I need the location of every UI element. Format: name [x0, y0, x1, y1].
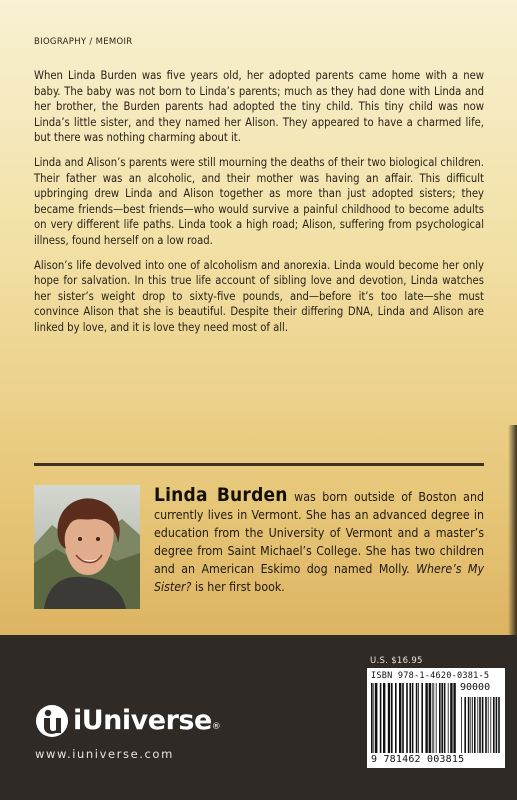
barcode-bar	[439, 683, 441, 753]
barcode-addon-bar	[493, 697, 495, 753]
barcode-addon-bar	[477, 697, 478, 753]
barcode-addon-bar	[472, 697, 473, 753]
author-photo	[34, 485, 140, 609]
barcode-addon-bar	[464, 697, 466, 753]
barcode-bar	[450, 683, 452, 753]
barcode-bar	[432, 683, 433, 753]
publisher-website: www.iuniverse.com	[35, 747, 174, 761]
author-bio-text-2: is her first book.	[191, 580, 285, 594]
barcode-bar	[429, 683, 431, 753]
isbn-addon-code: 90000	[460, 682, 491, 693]
publisher-name	[73, 704, 220, 738]
barcode-addon-bar	[490, 697, 491, 753]
barcode-bar	[444, 683, 446, 753]
iuniverse-mark-icon	[35, 704, 69, 738]
blurb-paragraph-1: When Linda Burden was five years old, her adopted parents came home with a new baby. The baby was not born to Linda’s parents; much as they had done with Linda and her brother, the Burden parents had adopted the tiny child. This tiny child was now Linda’s little sister, and they named her Alison. They appeared to have a charmed life, but there was nothing charming about it.	[34, 69, 484, 145]
barcode-bar	[421, 683, 423, 753]
spine-edge-shadow	[508, 425, 517, 635]
section-divider	[34, 463, 484, 466]
barcode-addon-bar	[488, 697, 489, 753]
barcode-bar	[380, 683, 382, 753]
barcode-bar	[433, 683, 434, 753]
author-portrait-illustration	[34, 485, 140, 609]
barcode-bar	[453, 683, 455, 753]
barcode-bar	[391, 683, 393, 753]
author-name: Linda Burden	[154, 484, 288, 506]
barcode-addon-bar	[496, 697, 498, 753]
registered-mark: ®	[211, 722, 221, 732]
barcode-bar	[406, 683, 408, 753]
barcode-addon-bar	[468, 697, 470, 753]
barcode-bar	[402, 683, 404, 753]
publisher-name-text: iUniverse	[73, 705, 212, 736]
barcode-addon-bar	[470, 697, 471, 753]
barcode-bar	[395, 683, 397, 753]
barcode-bar	[425, 683, 427, 753]
author-bio	[154, 486, 484, 596]
barcode-bar	[383, 683, 385, 753]
isbn-number: ISBN 978-1-4620-0381-5	[371, 671, 490, 681]
blurb-paragraph-3: Alison’s life devolved into one of alcoholism and anorexia. Linda would become her only hope for salvation. In this true life account of sibling love and devotion, Linda watches her sister’s weight drop to sixty-five pounds, and—before it’s too late—she must convince Alison that she is beautiful. Despite their differing DNA, Linda and Alison are linked by love, and it is love they need most of all.	[34, 258, 484, 334]
barcode-digits: 9 781462 003815	[371, 754, 465, 765]
isbn-barcode	[367, 668, 505, 768]
blurb	[34, 68, 484, 345]
blurb-paragraph-2: Linda and Alison’s parents were still mourning the deaths of their two biological children. Their father was an alcoholic, and their mother was having an affair. This difficult upbringing drew Linda and Alison together as more than just adopted sisters; they became friends—best friends—who would survive a painful childhood to become adults on very different life paths. Linda took a high road; Alison, suffering from psychological illness, found herself on a low road.	[34, 155, 484, 247]
barcode-bar	[436, 683, 437, 753]
barcode-bar	[371, 683, 373, 753]
barcode-bar	[416, 683, 418, 753]
barcode-bar	[448, 683, 449, 753]
barcode-addon-bar	[479, 697, 481, 753]
barcode-bar	[399, 683, 401, 753]
barcode-addon-bar	[482, 697, 484, 753]
barcode-bar	[412, 683, 414, 753]
category-label: BIOGRAPHY / MEMOIR	[34, 37, 133, 47]
price-label: U.S. $16.95	[370, 656, 423, 666]
barcode-bar	[418, 683, 419, 753]
book-title: Where’s My Sister?	[154, 562, 484, 594]
barcode-bar	[375, 683, 377, 753]
barcode-addon-bar	[498, 697, 500, 753]
barcode-addon-bar	[485, 697, 487, 753]
barcode-addon-bar	[461, 697, 462, 753]
barcode-bars	[371, 683, 501, 753]
barcode-bar	[373, 683, 374, 753]
barcode-bar	[441, 683, 443, 753]
barcode-bar	[409, 683, 411, 753]
author-bio-text-1: was born outside of Boston and currently lives in Vermont. She has an advanced degree in education from the University of Vermont and a master’s degree from Saint Michael’s College. She has two children and an American Eskimo dog named Molly.	[154, 490, 484, 576]
barcode-bar	[388, 683, 390, 753]
barcode-addon-bar	[474, 697, 476, 753]
